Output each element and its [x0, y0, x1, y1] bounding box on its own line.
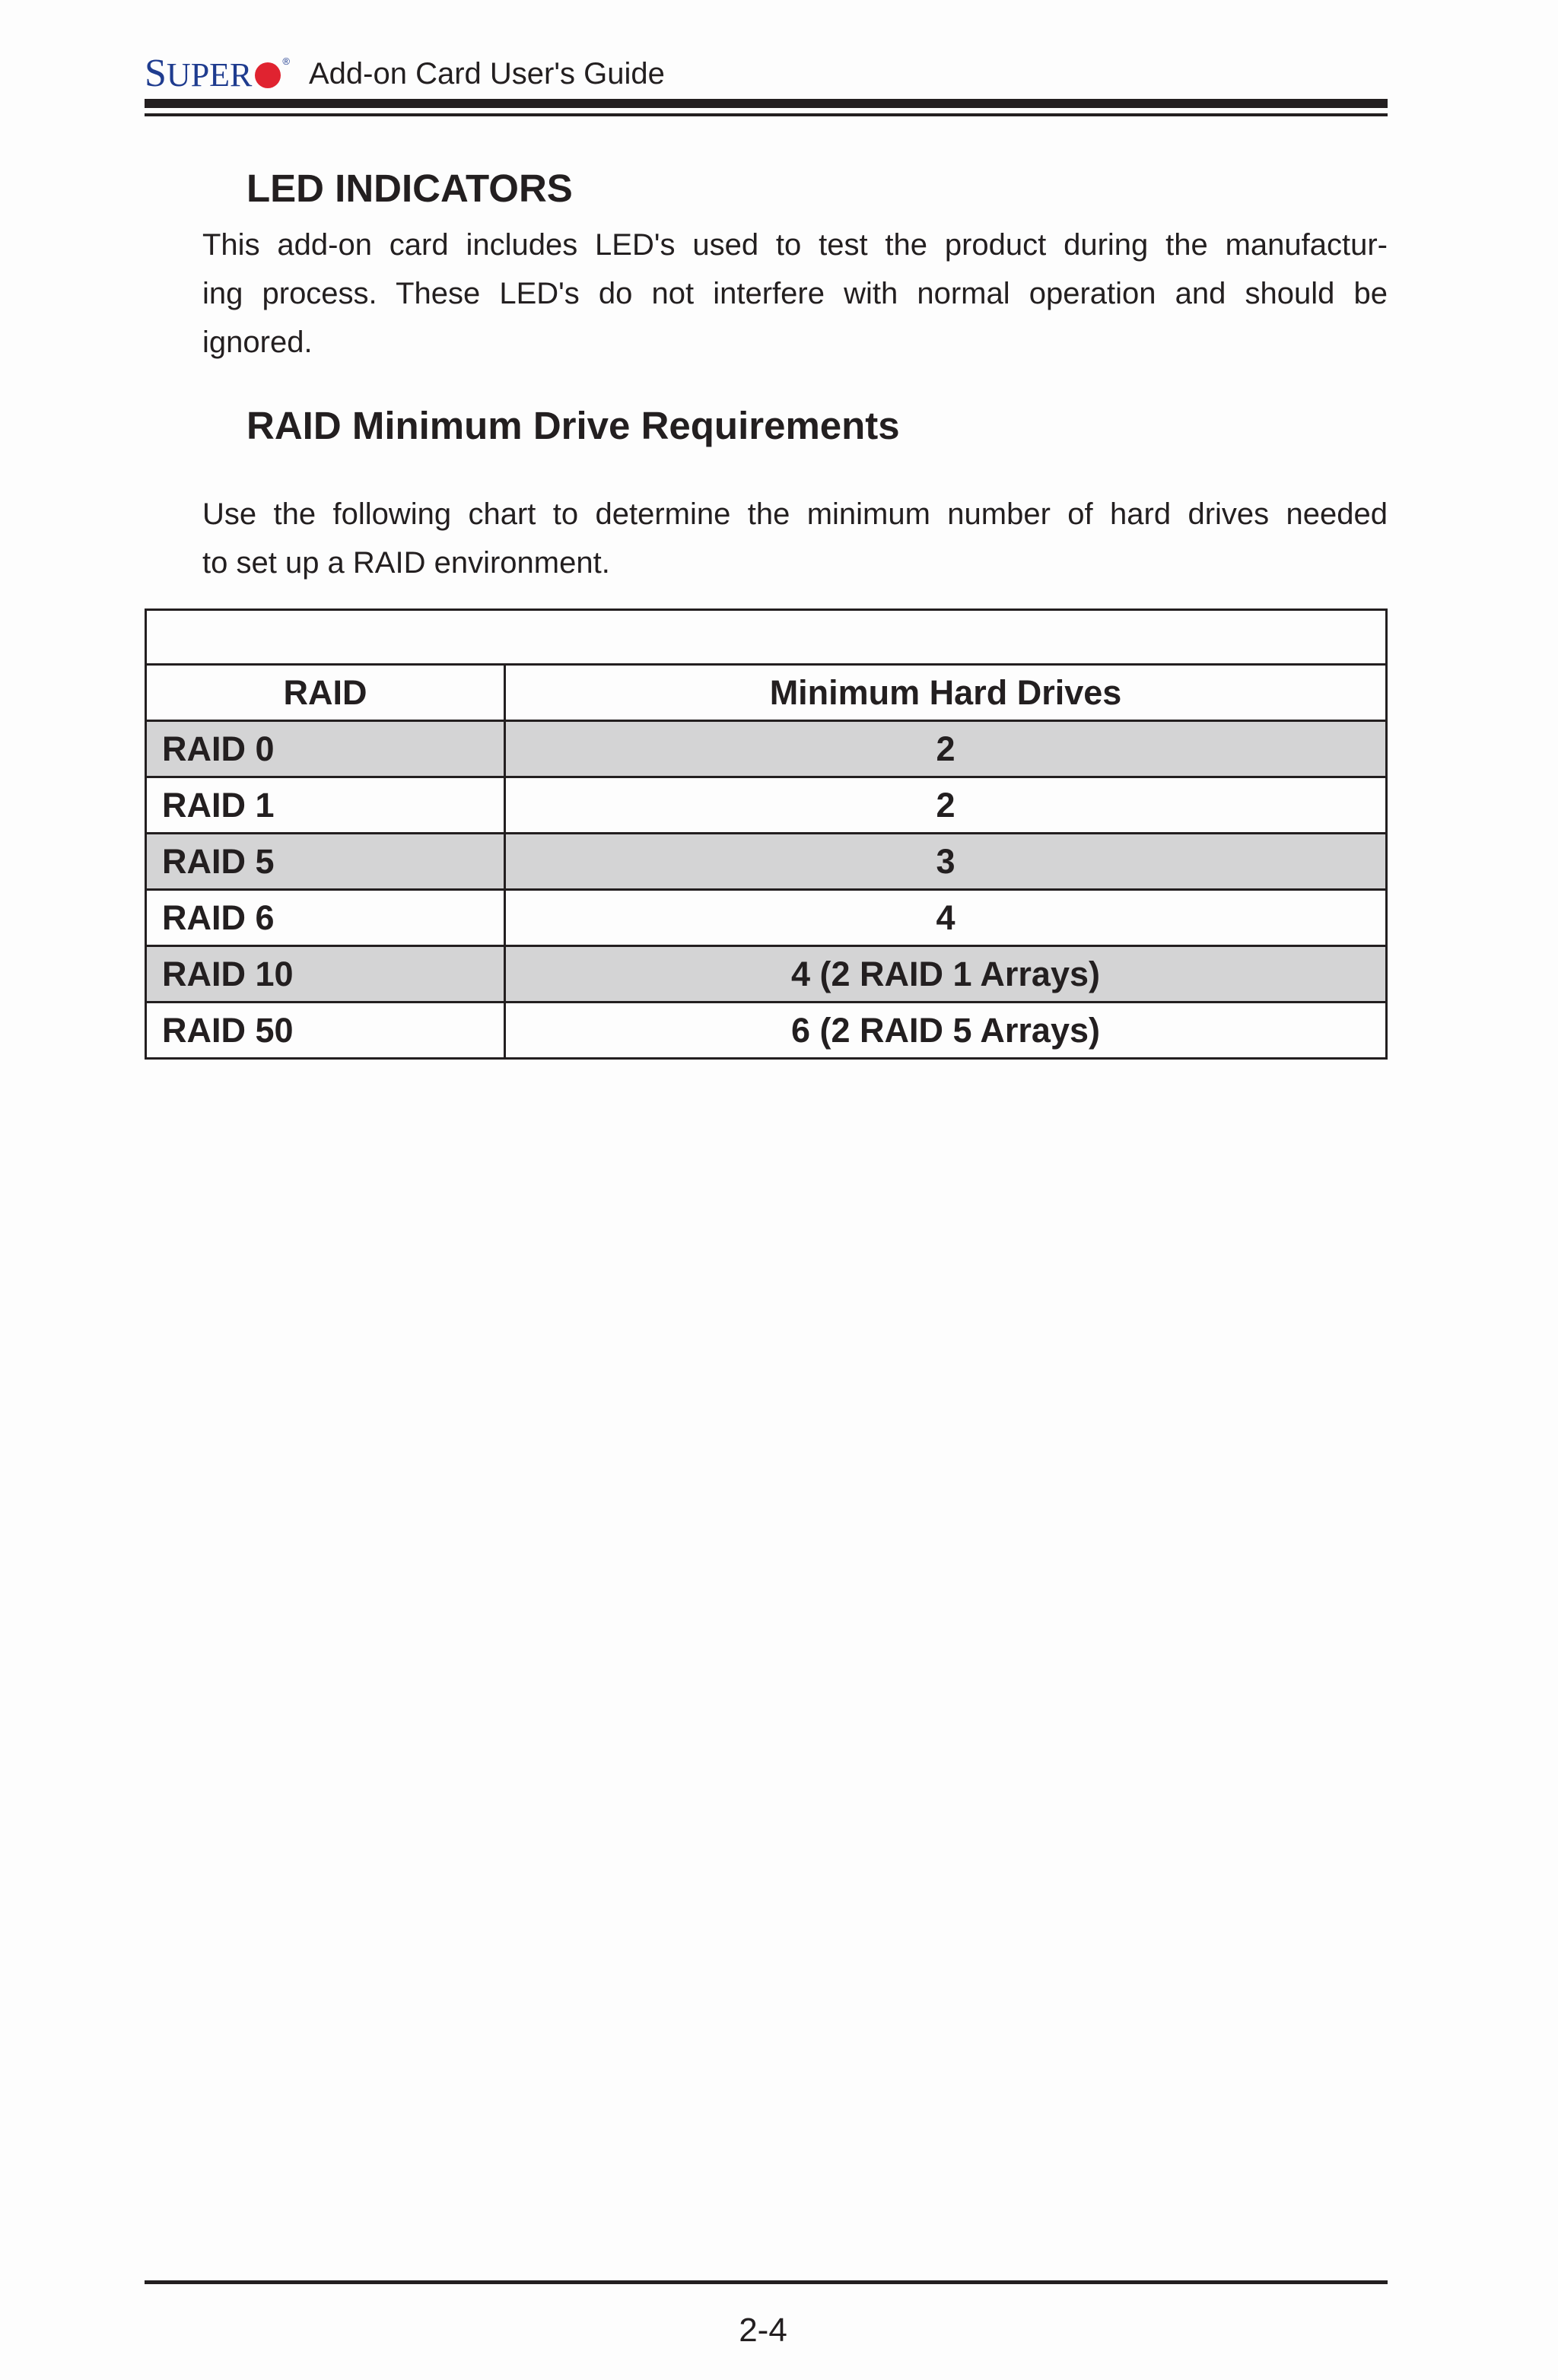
column-header-min-drives: Minimum Hard Drives: [505, 665, 1387, 721]
table-row: [146, 890, 1387, 946]
raid-requirements-paragraph: [202, 490, 1388, 587]
table-row: [146, 1003, 1387, 1059]
table-row: [146, 721, 1387, 777]
table-row: [146, 777, 1387, 834]
header-rule-thin: [145, 113, 1388, 116]
raid-level-cell: RAID 1: [146, 777, 505, 834]
raid-requirements-heading: RAID Minimum Drive Requirements: [246, 404, 900, 447]
logo-red-dot-icon: [255, 62, 281, 88]
table-blank-row: [146, 610, 1387, 665]
raid-level-cell: RAID 0: [146, 721, 505, 777]
min-drives-cell: 2: [505, 721, 1387, 777]
table-header-row: [146, 665, 1387, 721]
table-blank-cell: [146, 610, 1387, 665]
column-header-raid: RAID: [146, 665, 505, 721]
raid-level-cell: RAID 10: [146, 946, 505, 1003]
paragraph-line: This add-on card includes LED's used to test the product during the manufactur-: [202, 228, 1388, 262]
led-indicators-paragraph: [202, 221, 1388, 367]
page-header: [145, 52, 1388, 95]
paragraph-line: to set up a RAID environment.: [202, 546, 610, 580]
footer-rule: [145, 2280, 1388, 2284]
raid-level-cell: RAID 6: [146, 890, 505, 946]
min-drives-cell: 4: [505, 890, 1387, 946]
supermicro-logo: SUPER ®: [145, 52, 290, 95]
header-rule-thick: [145, 99, 1388, 108]
table-row: [146, 834, 1387, 890]
led-indicators-heading: LED INDICATORS: [246, 167, 573, 210]
paragraph-line: ignored.: [202, 326, 313, 359]
raid-level-cell: RAID 5: [146, 834, 505, 890]
min-drives-cell: 2: [505, 777, 1387, 834]
min-drives-cell: 4 (2 RAID 1 Arrays): [505, 946, 1387, 1003]
min-drives-cell: 6 (2 RAID 5 Arrays): [505, 1003, 1387, 1059]
registered-mark-icon: ®: [282, 56, 290, 67]
paragraph-line: ing process. These LED's do not interfere with normal operation and should be: [202, 277, 1388, 310]
raid-drive-table: [145, 609, 1388, 1060]
raid-level-cell: RAID 50: [146, 1003, 505, 1059]
page-number: 2-4: [739, 2312, 787, 2349]
paragraph-line: Use the following chart to determine the minimum number of hard drives needed: [202, 497, 1388, 531]
document-title: Add-on Card User's Guide: [309, 57, 665, 91]
table-row: [146, 946, 1387, 1003]
min-drives-cell: 3: [505, 834, 1387, 890]
